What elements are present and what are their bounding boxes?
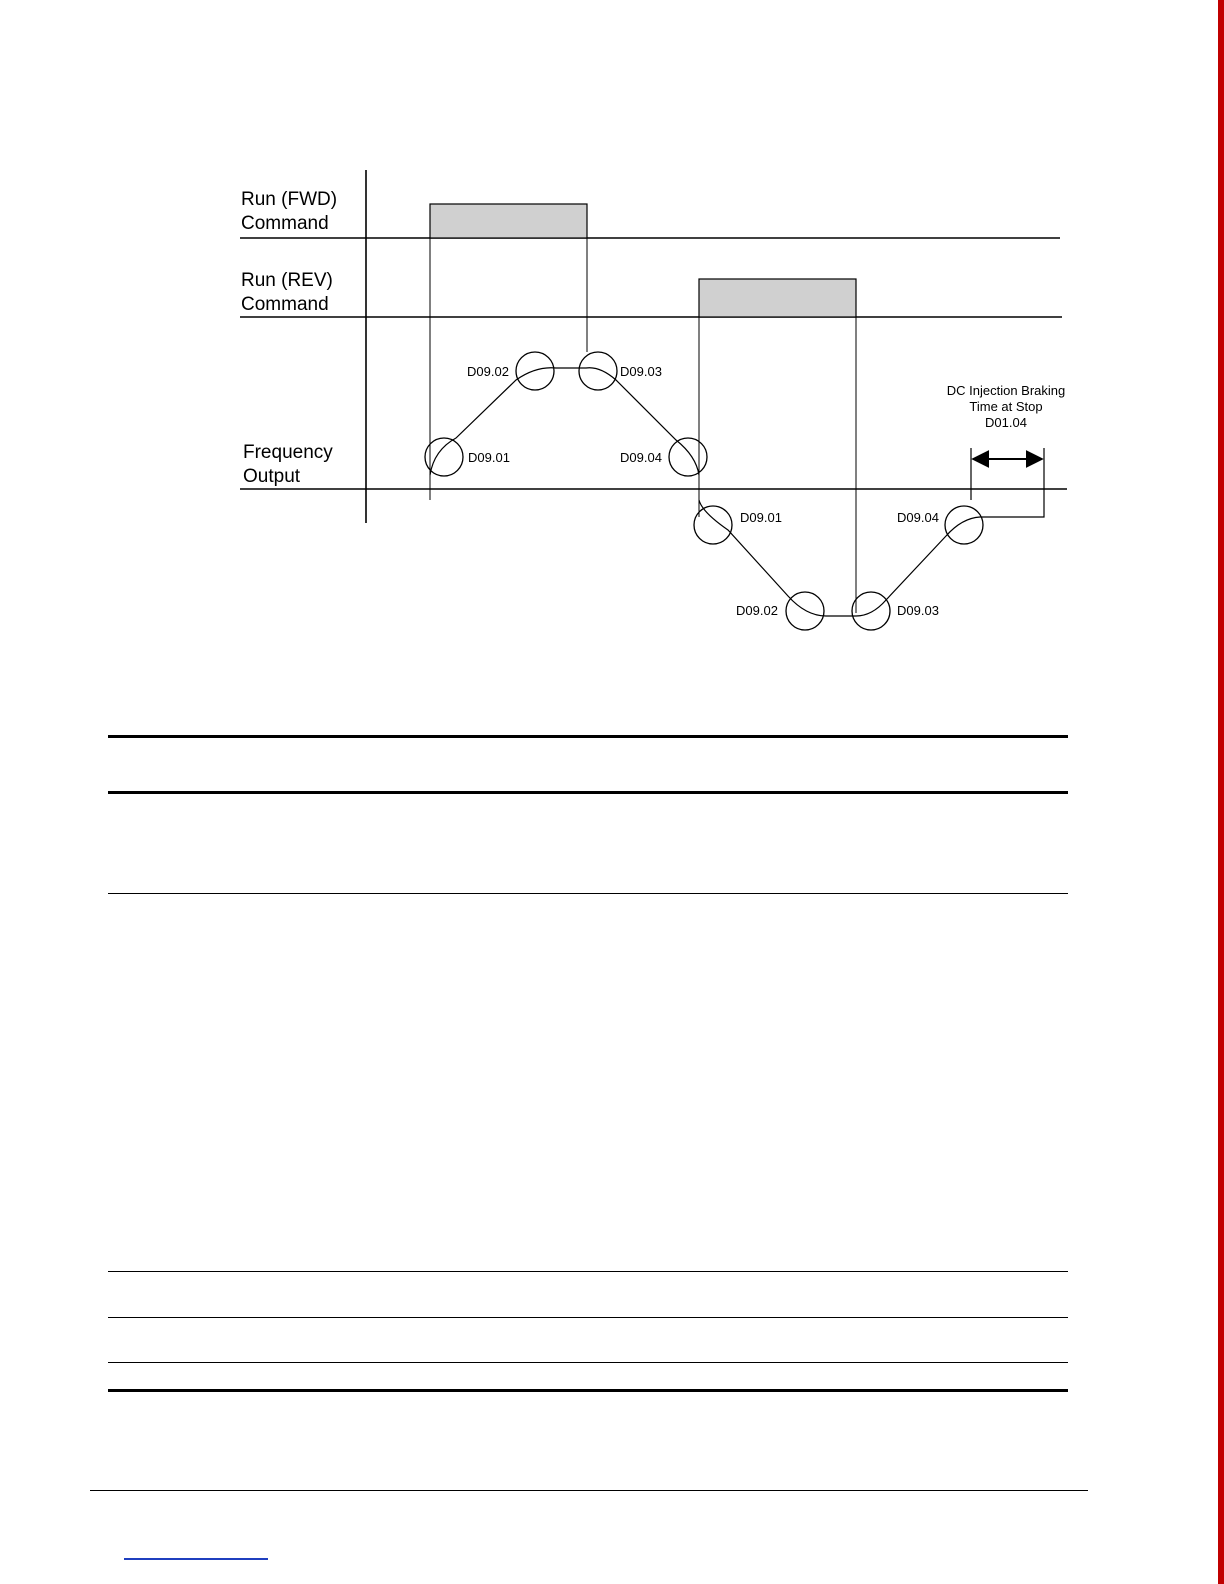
table-row-rule-3	[108, 1317, 1068, 1318]
frequency-signal-label-line2: Output	[243, 466, 301, 487]
footer-rule	[90, 1490, 1088, 1491]
rev-d0904-label: D09.04	[897, 510, 939, 525]
table-top-rule	[108, 735, 1068, 738]
reverse-frequency-profile	[699, 482, 1044, 616]
fwd-d0901-label: D09.01	[468, 450, 510, 465]
fwd-d0901-circle	[425, 438, 463, 476]
frequency-signal-label-line1: Frequency	[243, 442, 333, 463]
footer-link-underline[interactable]	[124, 1558, 268, 1560]
fwd-d0902-label: D09.02	[467, 364, 509, 379]
table-row-rule-1	[108, 893, 1068, 894]
fwd-signal-label-line2: Command	[241, 213, 329, 234]
rev-d0901-circle	[694, 506, 732, 544]
rev-command-pulse	[699, 279, 856, 317]
dc-braking-label-line2: Time at Stop	[969, 399, 1043, 414]
rev-d0902-circle	[786, 592, 824, 630]
rev-d0903-circle	[852, 592, 890, 630]
fwd-d0902-circle	[516, 352, 554, 390]
timing-diagram	[0, 0, 1224, 700]
fwd-signal-label-line1: Run (FWD)	[241, 189, 338, 210]
rev-d0902-label: D09.02	[736, 603, 778, 618]
rev-signal-label-line2: Command	[241, 294, 329, 315]
table-header-rule	[108, 791, 1068, 794]
fwd-command-pulse	[430, 204, 587, 238]
fwd-d0903-label: D09.03	[620, 364, 662, 379]
fwd-d0904-label: D09.04	[620, 450, 662, 465]
rev-d0901-label: D09.01	[740, 510, 782, 525]
fwd-d0903-circle	[579, 352, 617, 390]
rev-signal-label-line1: Run (REV)	[241, 270, 333, 291]
dc-braking-label-line1: DC Injection Braking	[946, 383, 1066, 398]
dc-braking-label-line3: D01.04	[985, 415, 1027, 430]
table-row-rule-4	[108, 1362, 1068, 1363]
table-row-rule-2	[108, 1271, 1068, 1272]
fwd-d0904-circle	[669, 438, 707, 476]
table-bottom-rule	[108, 1389, 1068, 1392]
rev-d0903-label: D09.03	[897, 603, 939, 618]
rev-d0904-circle	[945, 506, 983, 544]
